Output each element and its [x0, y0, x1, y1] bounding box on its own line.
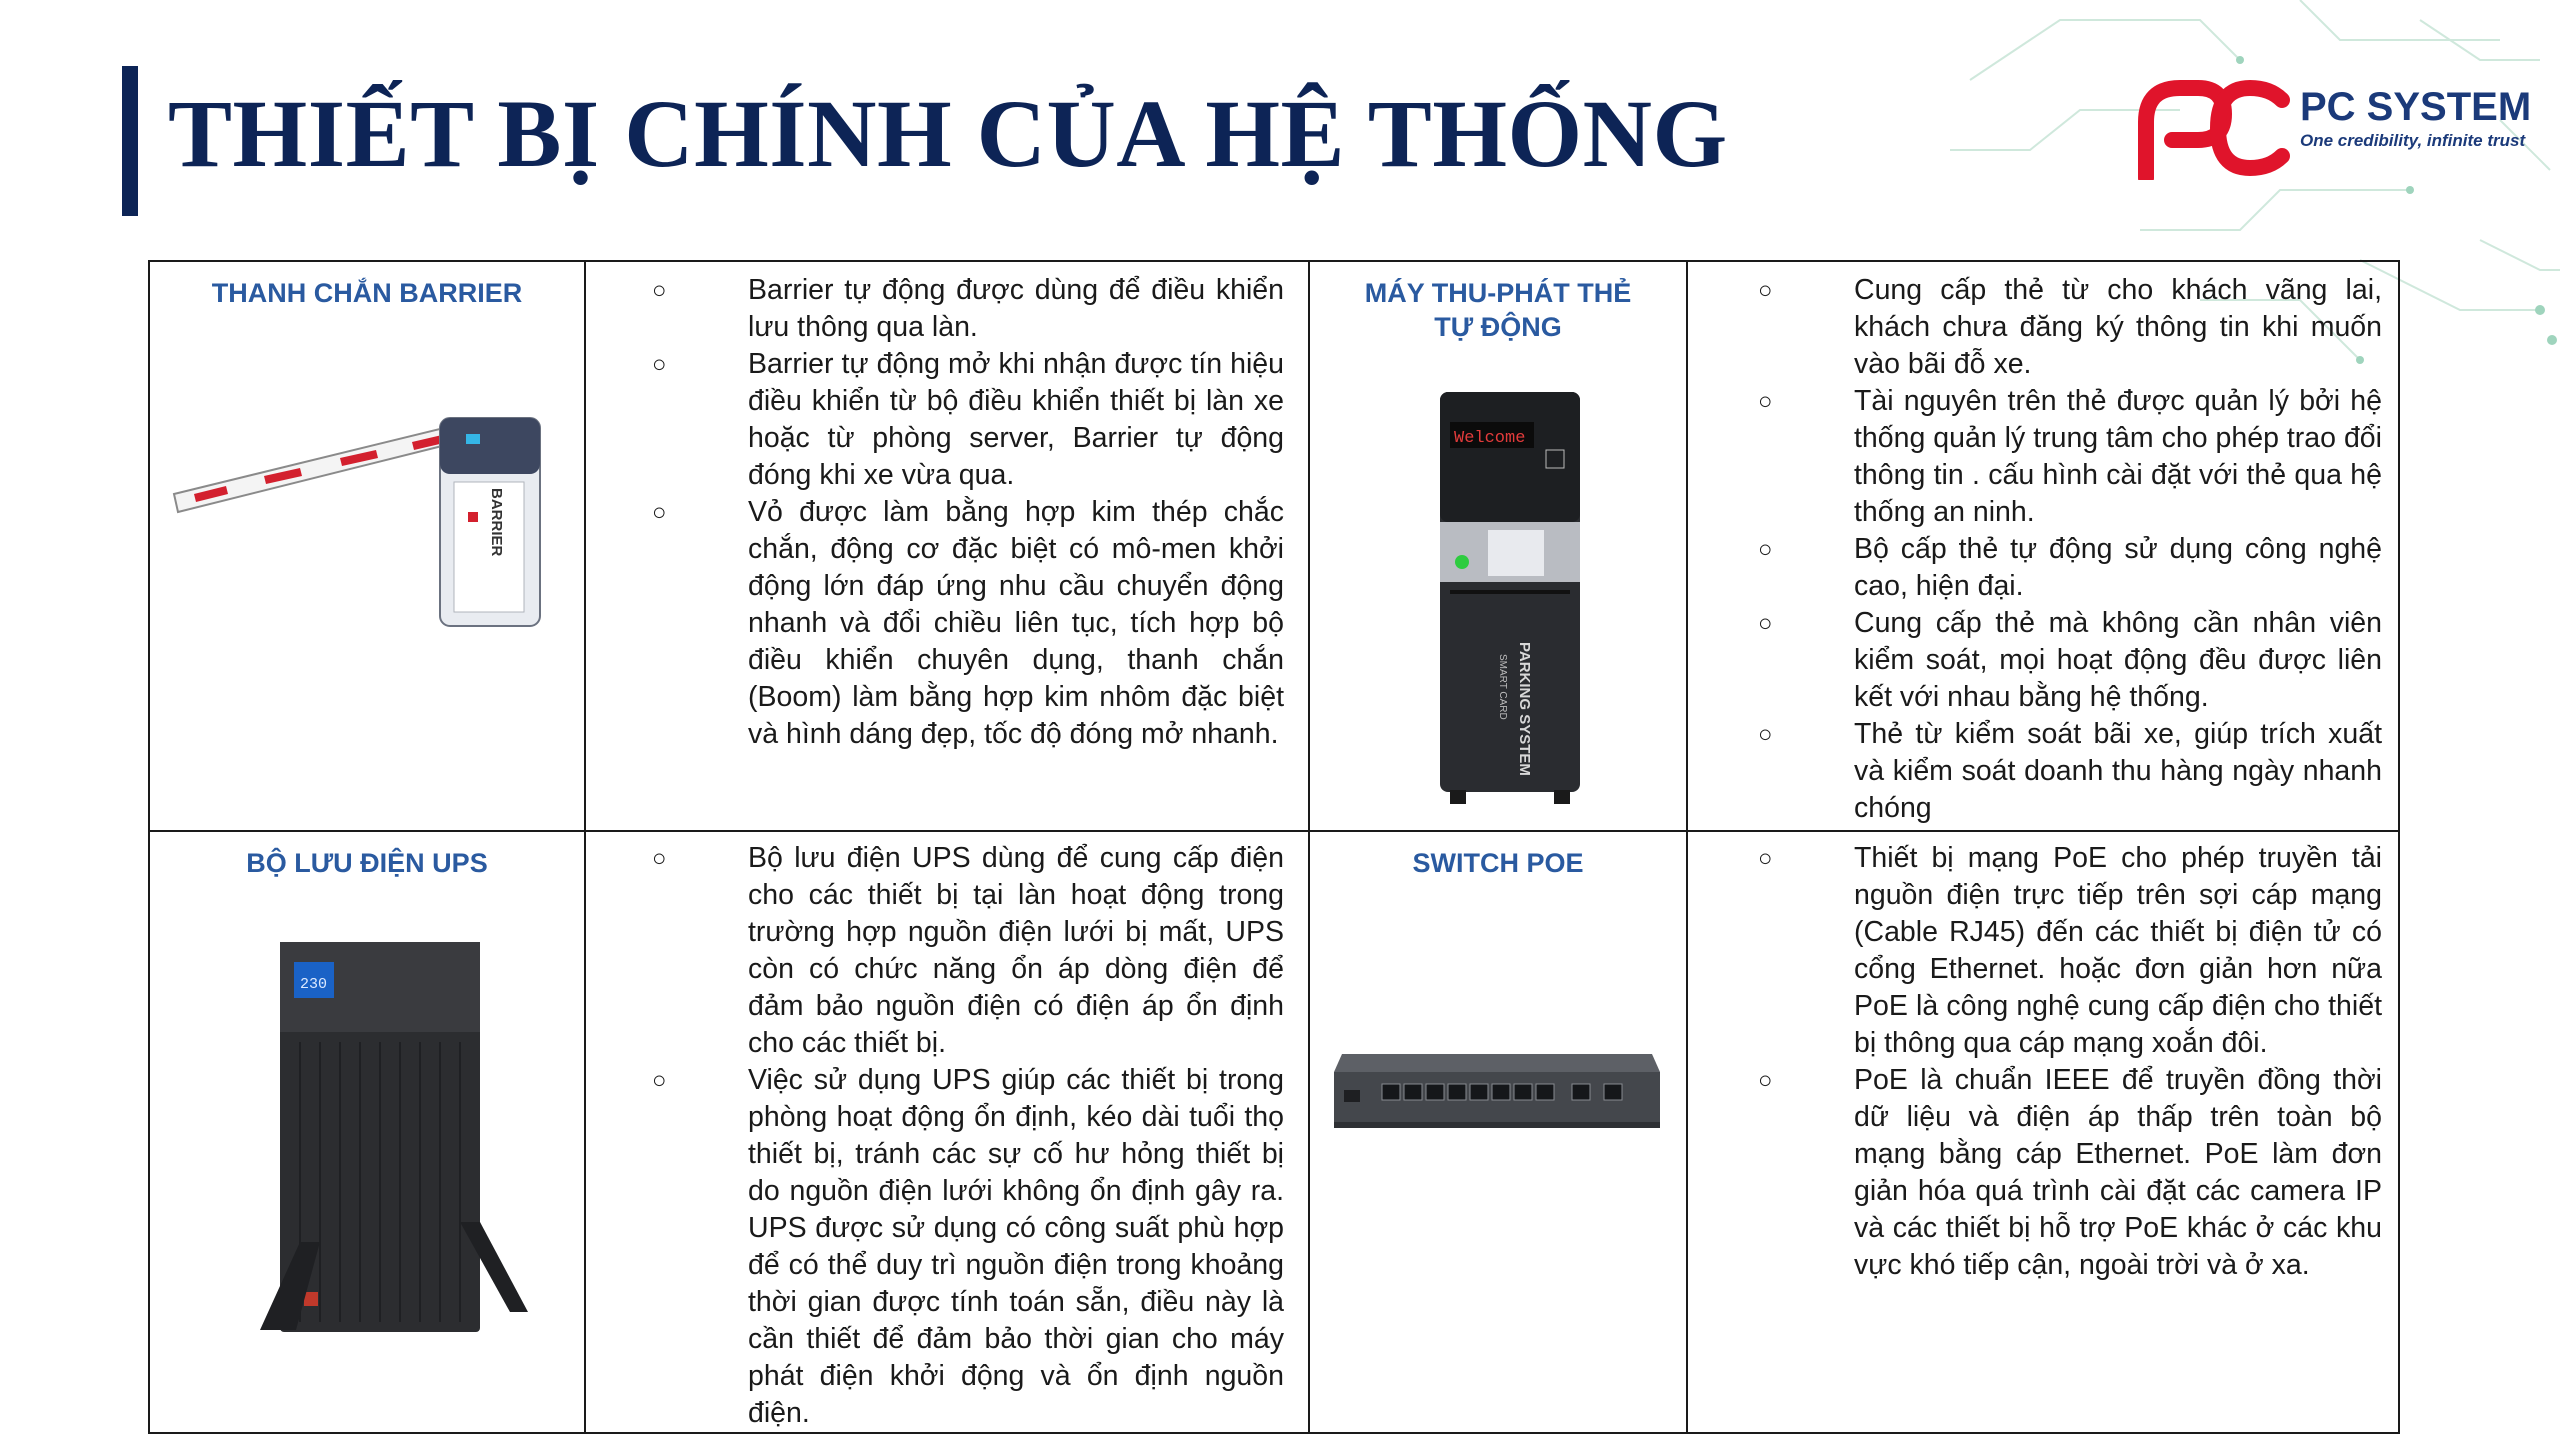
device-title: THANH CHẮN BARRIER	[211, 278, 523, 308]
device-cell-ups	[150, 832, 584, 1434]
ups-image	[260, 942, 530, 1342]
table-divider	[1686, 262, 1688, 1432]
list-item: ○ Cung cấp thẻ từ cho khách vãng lai, khách chưa đăng ký thông tin khi muốn vào bãi đỗ xe.	[1758, 272, 2382, 383]
list-item: ○ Cung cấp thẻ mà không cần nhân viên kiểm soát, mọi hoạt động đều được liên kết với nhau bằng hệ thống.	[1758, 605, 2382, 716]
list-item: ○ Thiết bị mạng PoE cho phép truyền tải nguồn điện trực tiếp trên sợi cáp mạng (Cable RJ45) đến các thiết bị điện tử có cổng Ethernet. hoặc đơn giản hơn nữa PoE là công nghệ cung cấp điện cho thiết bị thông qua cáp mạng xoắn đôi.	[1758, 840, 2382, 1062]
dispenser-screen-text: Welcome	[1454, 429, 1526, 448]
logo-name: PC SYSTEM	[2300, 85, 2532, 129]
device-cell-barrier	[150, 262, 584, 830]
switch-poe-image	[1332, 1042, 1662, 1138]
device-title: SWITCH POE	[1412, 848, 1584, 878]
page-title: THIẾT BỊ CHÍNH CỦA HỆ THỐNG	[168, 80, 1728, 187]
list-item: ○ Barrier tự động được dùng để điều khiển lưu thông qua làn.	[652, 272, 1284, 346]
dispenser-image-sublabel: SMART CARD	[1497, 654, 1508, 720]
logo-tagline: One credibility, infinite trust	[2300, 131, 2526, 150]
company-logo	[2132, 70, 2552, 190]
card-dispenser-image	[1430, 392, 1590, 812]
list-item: ○ Bộ lưu điện UPS dùng để cung cấp điện cho các thiết bị tại làn hoạt động trong trường hợp nguồn điện lưới bị mất, UPS còn có chức năng ổn áp dòng điện để đảm bảo nguồn điện có điện áp ổn định cho các thiết bị.	[652, 840, 1284, 1062]
device-title: MÁY THU-PHÁT THẺ TỰ ĐỘNG	[1364, 278, 1632, 342]
list-item: ○ Thẻ từ kiểm soát bãi xe, giúp trích xuất và kiểm soát doanh thu hàng ngày nhanh chóng	[1758, 716, 2382, 827]
list-item: ○ Barrier tự động mở khi nhận được tín hiệu điều khiển từ bộ điều khiển thiết bị làn xe hoặc từ phòng server, Barrier tự động đóng khi xe vừa qua.	[652, 346, 1284, 494]
ups-screen-text: 230	[300, 976, 328, 993]
device-cell-card-dispenser	[1310, 262, 1686, 830]
list-item: ○ Bộ cấp thẻ tự động sử dụng công nghệ cao, hiện đại.	[1758, 531, 2382, 605]
device-bullets-card-dispenser	[1758, 272, 2382, 827]
device-title: BỘ LƯU ĐIỆN UPS	[246, 848, 488, 878]
pc-logo-icon	[2132, 78, 2292, 180]
device-cell-switch-poe	[1310, 832, 1686, 1434]
list-item: ○ PoE là chuẩn IEEE để truyền đồng thời dữ liệu và điện áp thấp trên toàn bộ mạng bằng cáp Ethernet. PoE làm đơn giản hóa quá trình cài đặt các camera IP và các thiết bị hỗ trợ PoE khác ở các khu vực khó tiếp cận, ngoài trời và ở xa.	[1758, 1062, 2382, 1284]
list-item: ○ Vỏ được làm bằng hợp kim thép chắc chắn, động cơ đặc biệt có mô-men khởi động lớn đáp ứng nhu cầu chuyển động nhanh và đổi chiều liên tục, tích hợp bộ điều khiển chuyên dụng, thanh chắn (Boom) làm bằng hợp kim nhôm đặc biệt và hình dáng đẹp, tốc độ đóng mở nhanh.	[652, 494, 1284, 753]
list-item: ○ Tài nguyên trên thẻ được quản lý bởi hệ thống quản lý trung tâm cho phép trao đổi thông tin . cấu hình cài đặt với thẻ qua hệ thống an ninh.	[1758, 383, 2382, 531]
dispenser-image-label: PARKING SYSTEM	[1516, 642, 1533, 776]
barrier-image-label: BARRIER	[488, 488, 505, 557]
device-bullets-switch-poe	[1758, 840, 2382, 1284]
list-item: ○ Việc sử dụng UPS giúp các thiết bị trong phòng hoạt động ổn định, kéo dài tuổi thọ thiết bị, tránh các sự cố hư hỏng thiết bị do nguồn điện lưới không ổn định gây ra. UPS được sử dụng có công suất phù hợp để có thể duy trì nguồn điện trong khoảng thời gian được tính toán sẵn, điều này là cần thiết để đảm bảo thời gian cho máy phát điện khởi động và ổn định nguồn điện.	[652, 1062, 1284, 1432]
equipment-table	[148, 260, 2400, 1434]
table-divider	[584, 262, 586, 1432]
device-bullets-ups	[652, 840, 1284, 1432]
barrier-image	[170, 412, 570, 642]
title-accent-bar	[122, 66, 138, 216]
device-bullets-barrier	[652, 272, 1284, 753]
